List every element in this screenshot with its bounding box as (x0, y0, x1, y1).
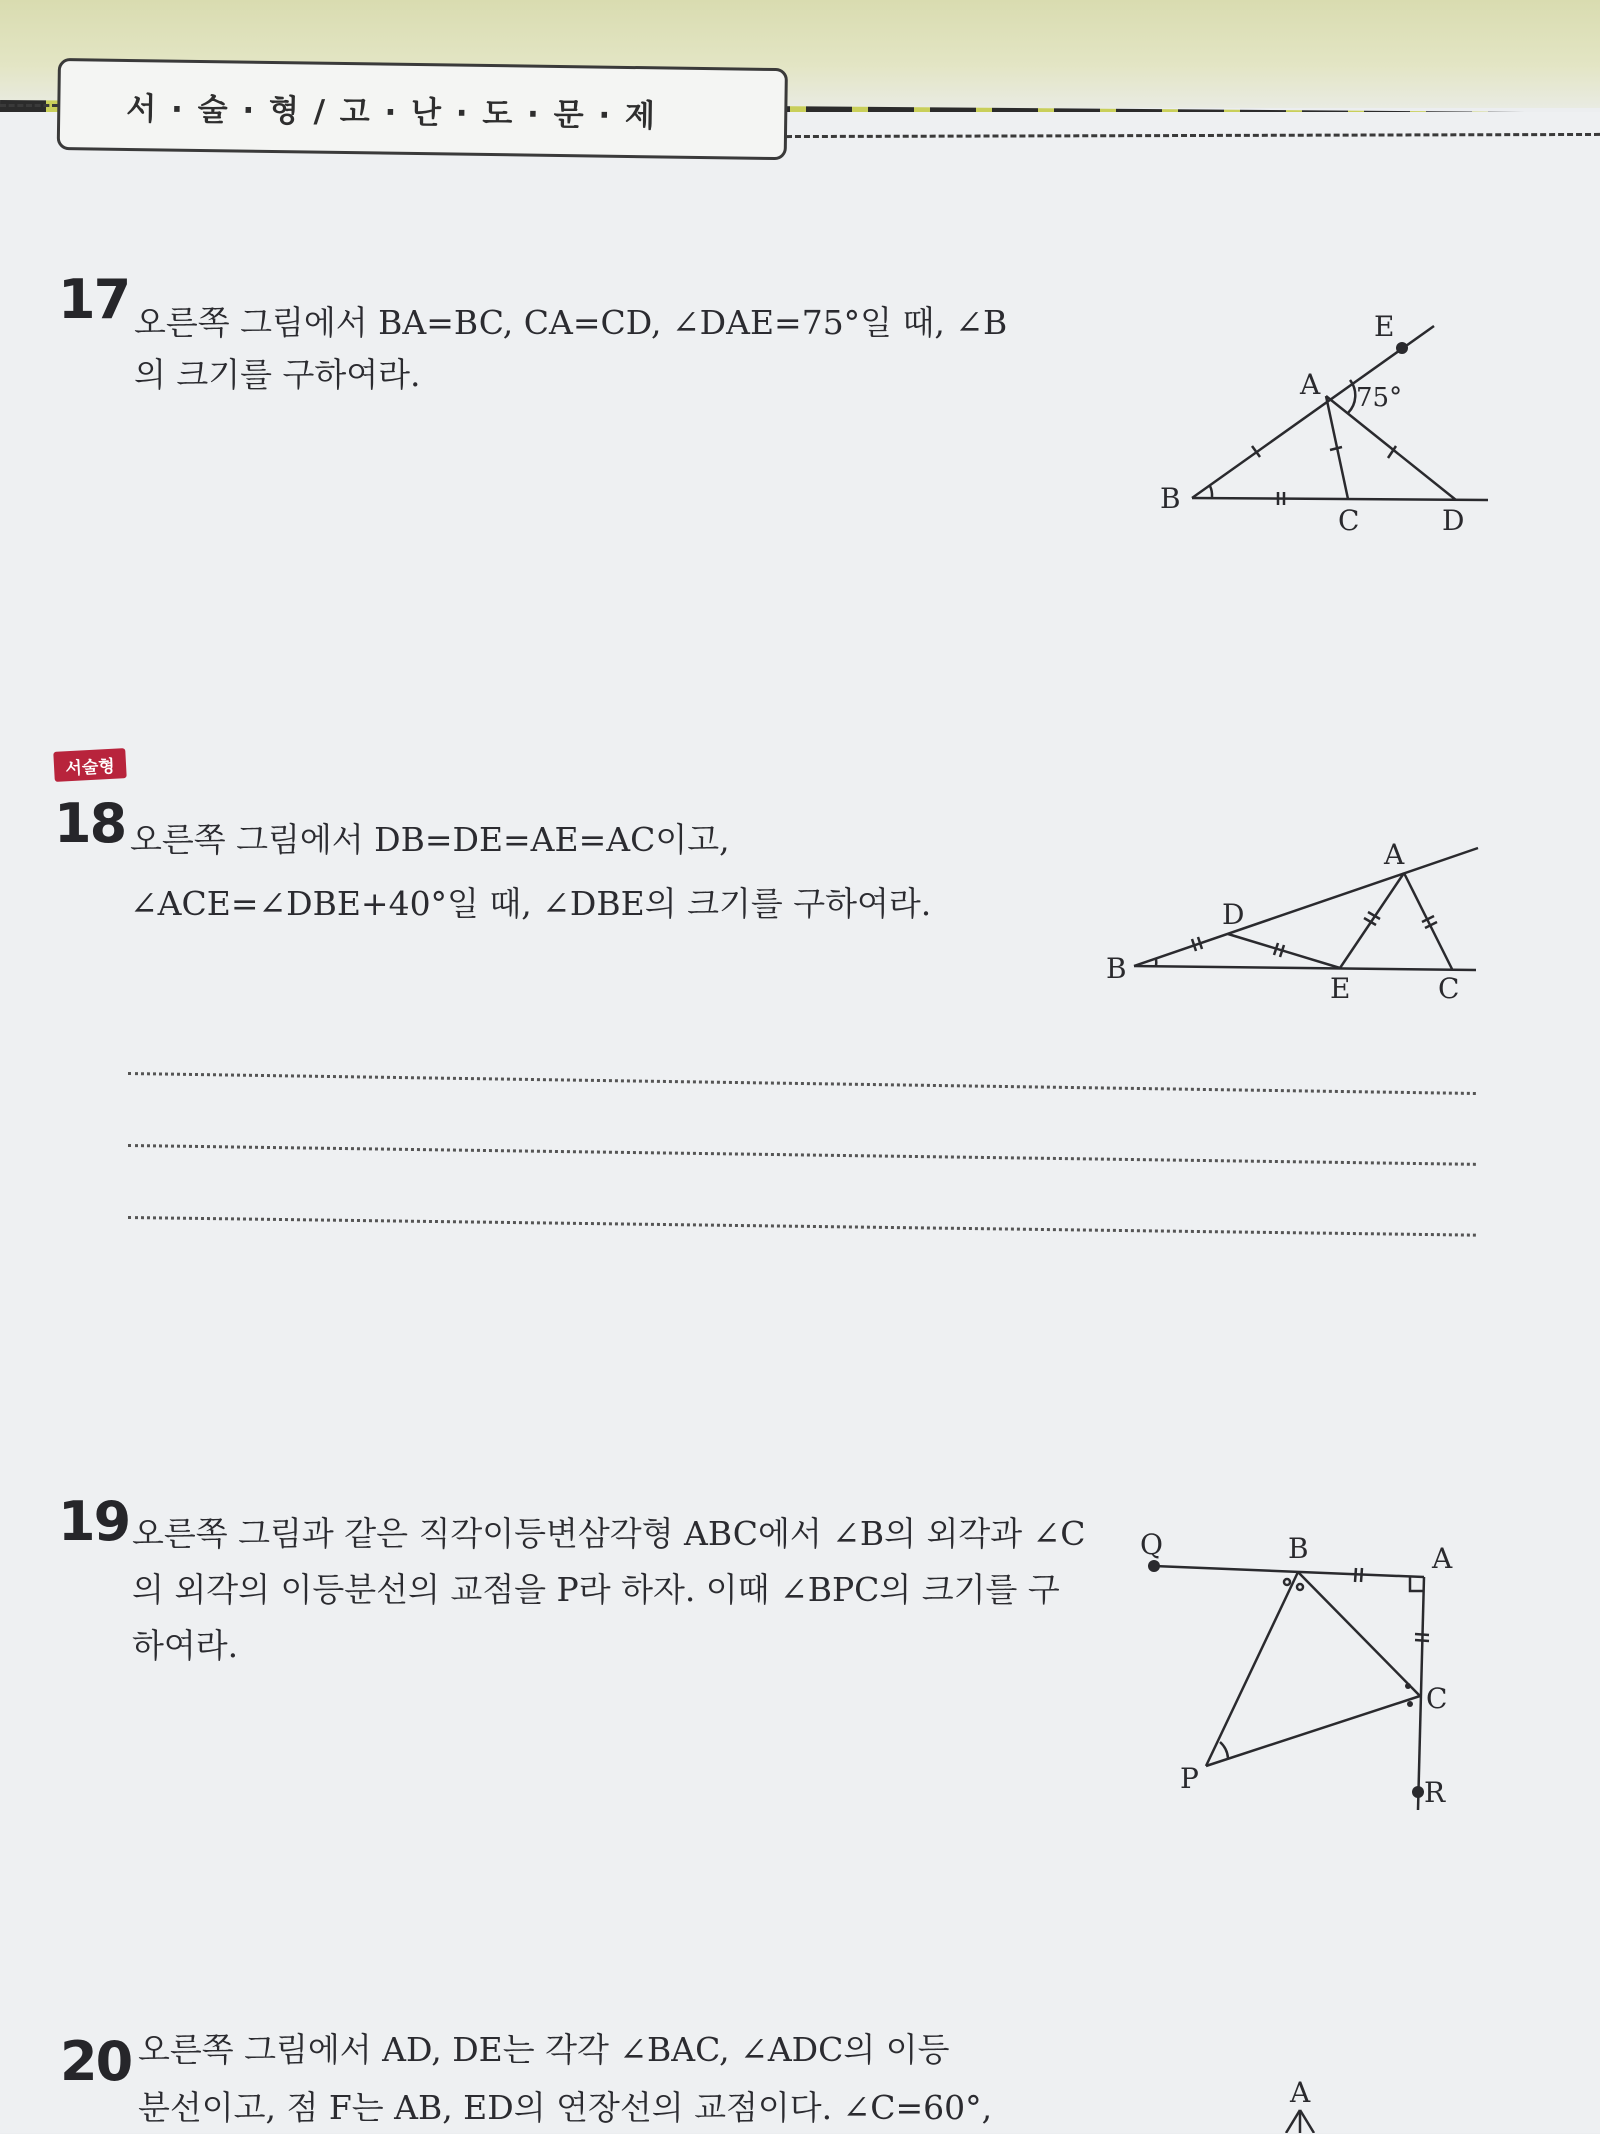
point-E-dot (1396, 342, 1408, 354)
line-AC (1404, 873, 1452, 969)
label-C: C (1426, 1682, 1447, 1715)
label-Q: Q (1140, 1528, 1163, 1561)
label-A: A (1431, 1542, 1453, 1575)
line-QA (1154, 1566, 1424, 1577)
label-E: E (1330, 972, 1350, 1005)
angle-B-mark (1210, 486, 1212, 497)
question-19-line-2: 의 외각의 이등분선의 교점을 P라 하자. 이때 ∠BPC의 크기를 구 (132, 1564, 1060, 1616)
descriptive-badge: 서술형 (53, 748, 126, 782)
question-18-number: 18 (54, 792, 125, 855)
label-A: A (1289, 2076, 1311, 2109)
tick-BA-1 (1355, 1568, 1356, 1582)
bisector-mark-1 (1284, 1579, 1290, 1585)
label-E: E (1374, 310, 1394, 343)
question-17-line-2: 의 크기를 구하여라. (134, 349, 421, 401)
question-20-number: 20 (60, 2030, 131, 2093)
label-A: A (1299, 368, 1321, 401)
line-BA (1134, 848, 1478, 966)
question-18-line-2: ∠ACE=∠DBE+40°일 때, ∠DBE의 크기를 구하여라. (130, 878, 931, 930)
question-20-figure (1270, 2070, 1330, 2133)
line-BC (1298, 1572, 1420, 1696)
tick-AC-1 (1415, 1634, 1429, 1635)
label-A: A (1383, 838, 1405, 871)
question-19-line-1: 오른쪽 그림과 같은 직각이등변삼각형 ABC에서 ∠B의 외각과 ∠C (132, 1508, 1086, 1560)
line-AB (1286, 2110, 1300, 2133)
question-20-line-1: 오른쪽 그림에서 AD, DE는 각각 ∠BAC, ∠ADC의 이등 (138, 2024, 949, 2076)
point-R-dot (1412, 1786, 1424, 1798)
question-17-figure (1150, 300, 1500, 550)
bisector-dot-2 (1407, 1701, 1413, 1707)
line-EA (1340, 873, 1404, 968)
line-CP (1206, 1696, 1420, 1766)
question-18-figure (1100, 830, 1500, 1010)
bisector-dot-1 (1405, 1683, 1411, 1689)
line-AC (1300, 2110, 1314, 2133)
point-Q-dot (1148, 1560, 1160, 1572)
tick-AC-2 (1415, 1640, 1429, 1641)
label-C: C (1338, 504, 1359, 537)
label-B: B (1106, 952, 1127, 985)
tick-BA-2 (1361, 1568, 1362, 1582)
label-C: C (1438, 972, 1459, 1005)
label-D: D (1442, 504, 1464, 537)
line-BP (1206, 1572, 1298, 1766)
question-20-line-2: 분선이고, 점 F는 AB, ED의 연장선의 교점이다. ∠C=60°, (138, 2082, 992, 2134)
tick-CA (1330, 447, 1342, 450)
section-title-tab (57, 58, 788, 160)
label-B: B (1288, 1532, 1309, 1565)
label-D: D (1222, 898, 1244, 931)
question-19-figure (1120, 1520, 1480, 1820)
angle-P-mark (1220, 1742, 1228, 1758)
question-17-line-1: 오른쪽 그림에서 BA=BC, CA=CD, ∠DAE=75°일 때, ∠B (134, 297, 1007, 349)
question-19-number: 19 (58, 1490, 129, 1553)
label-B: B (1160, 482, 1181, 515)
label-angle-75: 75° (1356, 383, 1402, 413)
line-BD (1192, 498, 1488, 500)
line-BC (1134, 966, 1476, 970)
right-angle-A (1410, 1577, 1424, 1591)
header-dash-left (0, 104, 58, 107)
section-title: 서 · 술 · 형 / 고 · 난 · 도 · 문 · 제 (126, 82, 657, 134)
label-P: P (1180, 1762, 1199, 1795)
bisector-mark-2 (1297, 1584, 1303, 1590)
question-19-line-3: 하여라. (132, 1620, 238, 1672)
question-17-number: 17 (58, 268, 129, 331)
question-18-line-1: 오른쪽 그림에서 DB=DE=AE=AC이고, (130, 814, 730, 866)
label-R: R (1424, 1776, 1446, 1809)
line-DE (1228, 934, 1340, 968)
